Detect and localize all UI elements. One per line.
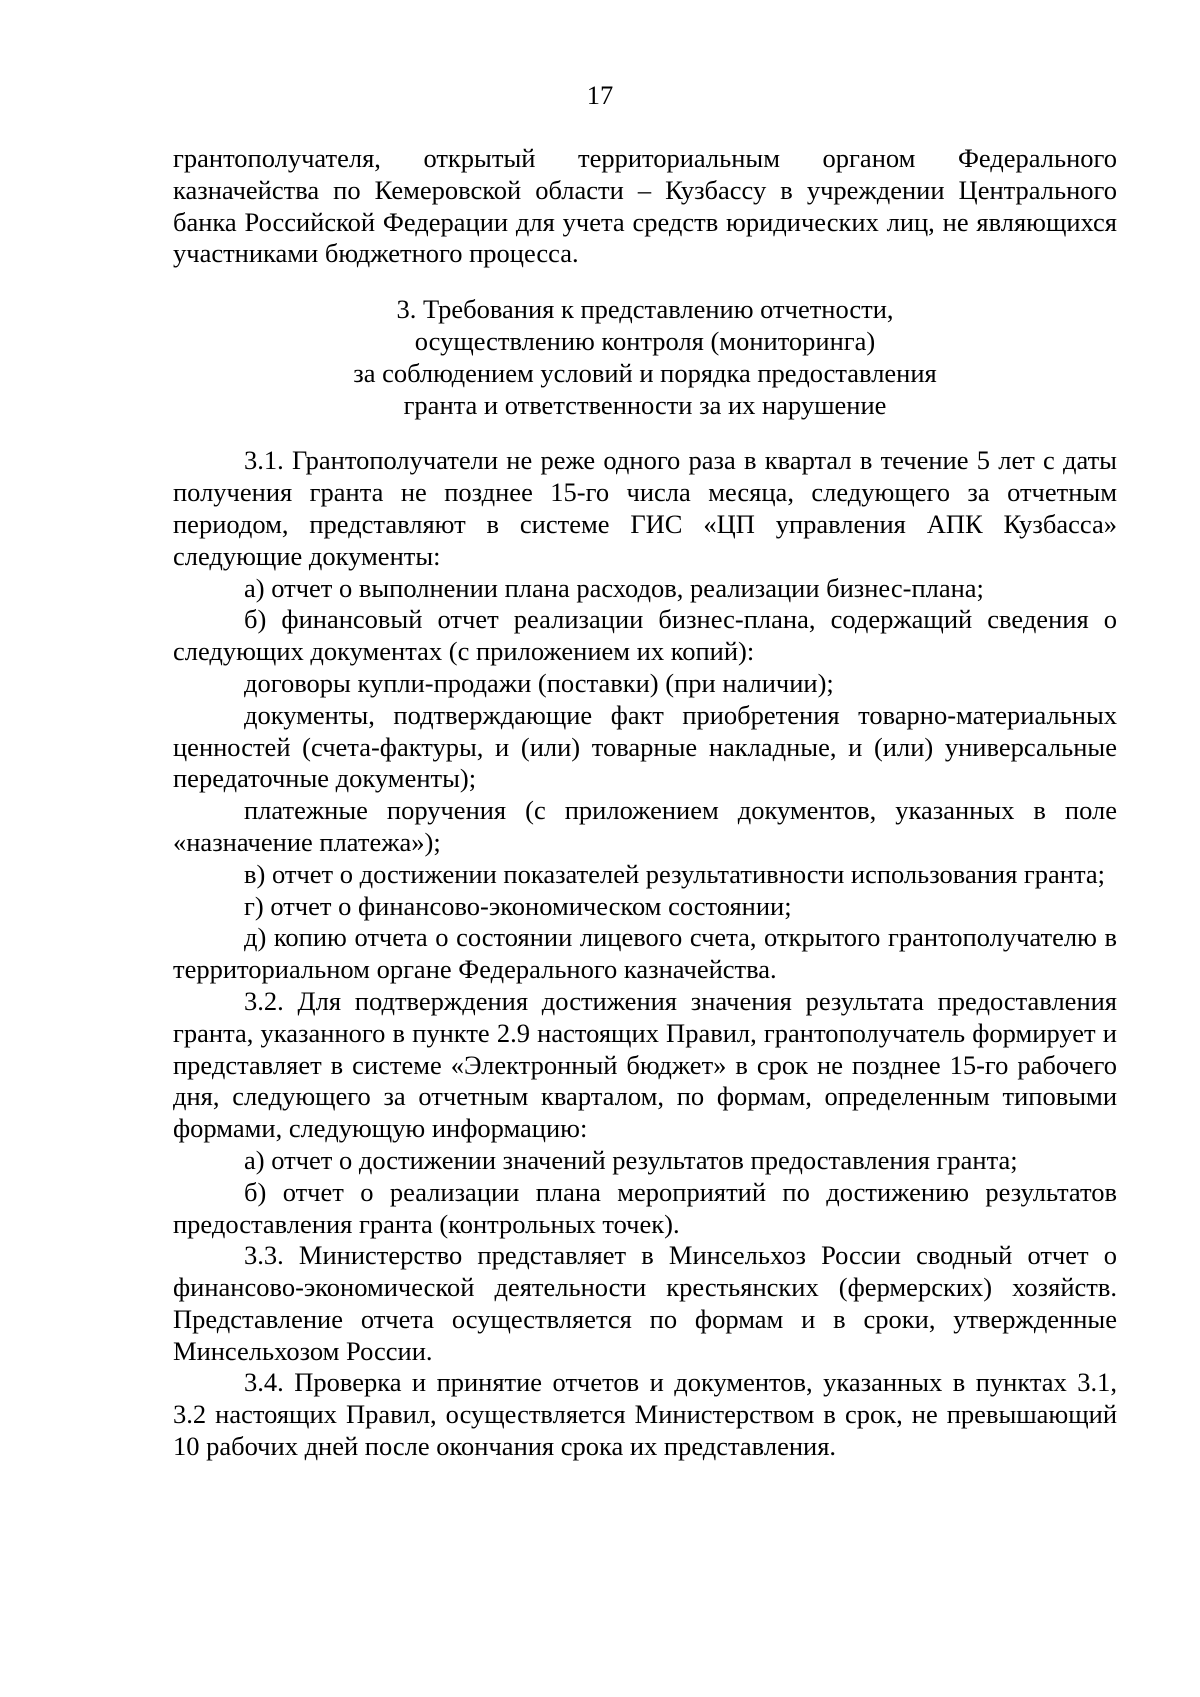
page-number: 17 [586,80,614,110]
list-item-3-1-d: д) копию отчета о состоянии лицевого счета, открытого грантополучателю в территориальном органе Федерального казначейства. [173,922,1117,985]
sub-item-documents: документы, подтверждающие факт приобретения товарно-материальных ценностей (счета-фактуры, и (или) товарные накладные, и (или) универсальные передаточные документы); [173,699,1117,794]
list-item-3-1-v: в) отчет о достижении показателей результативности использования гранта; [244,858,1105,889]
section-heading-line: гранта и ответственности за их нарушение [403,389,887,420]
document-body [173,143,1117,1463]
paragraph-3-4: 3.4. Проверка и принятие отчетов и документов, указанных в пунктах 3.1, 3.2 настоящих Правил, осуществляется Министерством в срок, не превышающий 10 рабочих дней после окончания срока их представления. [173,1367,1117,1462]
list-item-3-2-a: а) отчет о достижении значений результатов предоставления гранта; [244,1144,1018,1175]
paragraph-3-2: 3.2. Для подтверждения достижения значения результата предоставления гранта, указанного в пункте 2.9 настоящих Правил, грантополучатель формирует и представляет в системе «Электронный бюджет» в срок не позднее 15-го рабочего дня, следующего за отчетным кварталом, по формам, определенным типовыми формами, следующую информацию: [173,985,1117,1144]
sub-item-contracts: договоры купли-продажи (поставки) (при наличии); [244,667,834,698]
section-heading-line: осуществлению контроля (мониторинга) [414,325,876,356]
paragraph-3-3: 3.3. Министерство представляет в Минсельхоз России сводный отчет о финансово-экономической деятельности крестьянских (фермерских) хозяйств. Представление отчета осуществляется по формам и в сроки, утвержденные Минсельхозом России. [173,1240,1117,1366]
paragraph-3-1: 3.1. Грантополучатели не реже одного раза в квартал в течение 5 лет с даты получения гранта не позднее 15-го числа месяца, следующего за отчетным периодом, представляют в системе ГИС «ЦП управления АПК Кузбасса» следующие документы: [173,445,1117,571]
section-heading-line: за соблюдением условий и порядка предоставления [353,357,937,388]
section-heading [173,294,1117,421]
sub-item-payment-orders: платежные поручения (с приложением документов, указанных в поле «назначение платежа»); [173,795,1117,857]
list-item-3-1-b: б) финансовый отчет реализации бизнес-плана, содержащий сведения о следующих документах (с приложением их копий): [173,604,1117,667]
section-heading-line: 3. Требования к представлению отчетности, [396,294,894,325]
list-item-3-1-g: г) отчет о финансово-экономическом состоянии; [244,890,792,921]
list-item-3-2-b: б) отчет о реализации плана мероприятий по достижению результатов предоставления гранта (контрольных точек). [173,1176,1117,1239]
list-item-3-1-a: а) отчет о выполнении плана расходов, реализации бизнес-плана; [244,572,984,603]
intro-paragraph: грантополучателя, открытый территориальным органом Федерального казначейства по Кемеровской области – Кузбассу в учреждении Центрального банка Российской Федерации для учета средств юридических лиц, не являющихся участниками бюджетного процесса. [173,143,1117,269]
